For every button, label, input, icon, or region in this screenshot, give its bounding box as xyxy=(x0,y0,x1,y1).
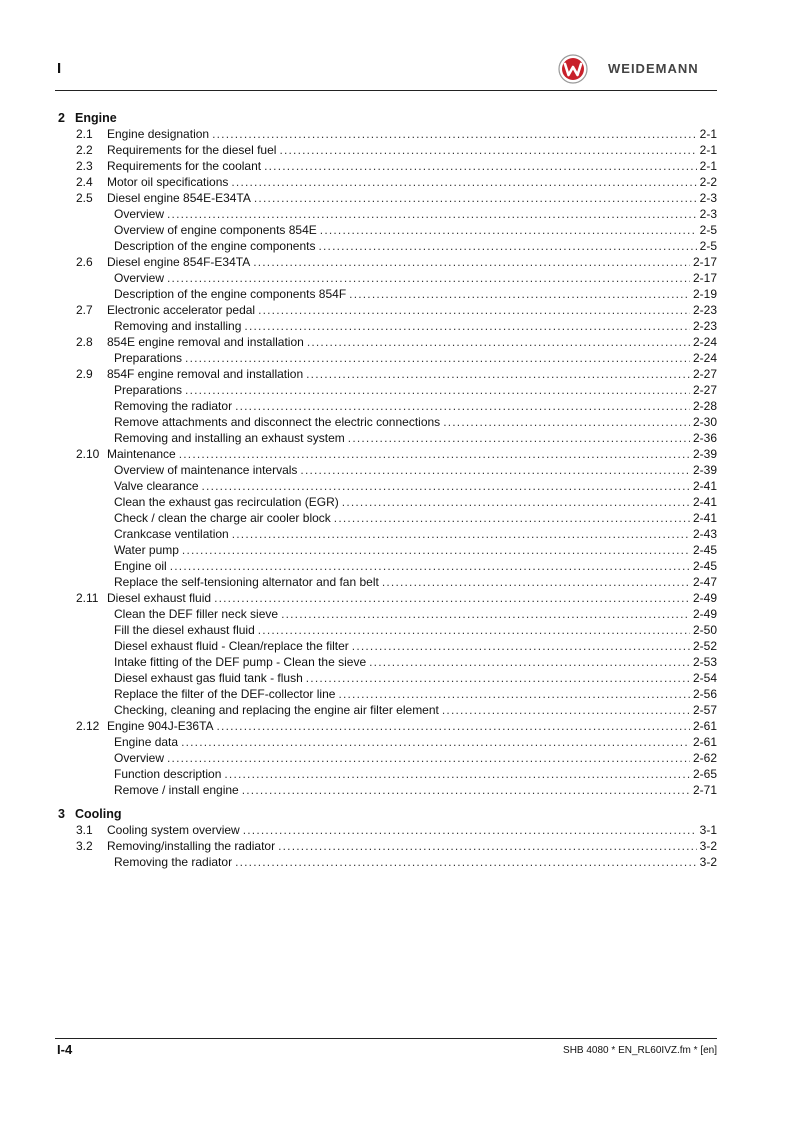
entry-title: Water pump xyxy=(114,543,179,557)
entry-page: 2-45 xyxy=(692,559,717,573)
entry-page: 3-2 xyxy=(699,855,717,869)
dot-leader xyxy=(300,462,690,478)
entry-title: Intake fitting of the DEF pump - Clean the sieve xyxy=(114,655,367,669)
entry-title: Fill the diesel exhaust fluid xyxy=(114,623,255,637)
toc-entry[interactable] xyxy=(0,686,794,702)
entry-page: 2-41 xyxy=(692,511,717,525)
entry-leader-line xyxy=(114,286,717,302)
entry-title: Maintenance xyxy=(107,447,176,461)
toc-entry[interactable] xyxy=(0,822,794,838)
entry-leader-line xyxy=(107,838,717,854)
toc-entry[interactable] xyxy=(0,350,794,366)
toc-entry[interactable] xyxy=(0,446,794,462)
entry-number: 2.7 xyxy=(76,303,93,317)
entry-title: Motor oil specifications xyxy=(107,175,229,189)
section-title: Cooling xyxy=(75,807,122,821)
entry-page: 2-57 xyxy=(692,703,717,717)
entry-number: 2.6 xyxy=(76,255,93,269)
entry-page: 2-36 xyxy=(692,431,717,445)
dot-leader xyxy=(306,670,690,686)
entry-title: Engine data xyxy=(114,735,179,749)
toc-entry[interactable] xyxy=(0,606,794,622)
dot-leader xyxy=(369,654,690,670)
entry-number: 3.2 xyxy=(76,839,93,853)
toc-entry[interactable] xyxy=(0,494,794,510)
entry-title: Diesel exhaust fluid xyxy=(107,591,212,605)
entry-title: Valve clearance xyxy=(114,479,199,493)
entry-number: 3.1 xyxy=(76,823,93,837)
dot-leader xyxy=(348,430,690,446)
entry-leader-line xyxy=(107,718,717,734)
entry-leader-line xyxy=(114,398,717,414)
entry-leader-line xyxy=(114,462,717,478)
entry-number: 2.11 xyxy=(76,591,99,605)
toc-entry[interactable] xyxy=(0,302,794,318)
entry-number: 2.3 xyxy=(76,159,93,173)
toc-entry[interactable] xyxy=(0,478,794,494)
toc-entry[interactable] xyxy=(0,766,794,782)
entry-page: 2-5 xyxy=(699,223,717,237)
toc-entry[interactable] xyxy=(0,750,794,766)
table-of-contents xyxy=(0,110,794,870)
dot-leader xyxy=(244,318,690,334)
entry-page: 2-3 xyxy=(699,207,717,221)
toc-entry[interactable] xyxy=(0,838,794,854)
dot-leader xyxy=(279,142,696,158)
dot-leader xyxy=(182,542,690,558)
toc-entry[interactable] xyxy=(0,430,794,446)
toc-entry[interactable] xyxy=(0,238,794,254)
entry-title: Engine designation xyxy=(107,127,210,141)
entry-title: Engine oil xyxy=(114,559,167,573)
entry-leader-line xyxy=(114,222,717,238)
entry-number: 2.4 xyxy=(76,175,93,189)
entry-page: 2-50 xyxy=(692,623,717,637)
toc-entry[interactable] xyxy=(0,558,794,574)
dot-leader xyxy=(232,526,690,542)
section-number: 3 xyxy=(58,807,65,821)
entry-title: Engine 904J-E36TA xyxy=(107,719,214,733)
toc-entry[interactable] xyxy=(0,366,794,382)
toc-entry[interactable] xyxy=(0,382,794,398)
entry-title: Removing/installing the radiator xyxy=(107,839,276,853)
entry-leader-line xyxy=(114,782,717,798)
dot-leader xyxy=(243,822,697,838)
entry-number: 2.10 xyxy=(76,447,100,461)
entry-page: 2-53 xyxy=(692,655,717,669)
dot-leader xyxy=(306,366,690,382)
entry-page: 2-41 xyxy=(692,479,717,493)
dot-leader xyxy=(185,382,690,398)
entry-title: Removing and installing xyxy=(114,319,242,333)
entry-title: Replace the filter of the DEF-collector line xyxy=(114,687,336,701)
entry-page: 2-1 xyxy=(699,127,717,141)
toc-entry[interactable] xyxy=(0,190,794,206)
entry-page: 2-49 xyxy=(692,591,717,605)
entry-leader-line xyxy=(107,190,717,206)
toc-entry[interactable] xyxy=(0,414,794,430)
entry-title: Diesel engine 854E-E34TA xyxy=(107,191,251,205)
entry-page: 2-54 xyxy=(692,671,717,685)
toc-entry[interactable] xyxy=(0,854,794,870)
dot-leader xyxy=(167,750,690,766)
entry-leader-line xyxy=(114,238,717,254)
toc-entry[interactable] xyxy=(0,318,794,334)
entry-title: Requirements for the coolant xyxy=(107,159,262,173)
entry-title: Overview xyxy=(114,207,165,221)
entry-leader-line xyxy=(107,302,717,318)
entry-leader-line xyxy=(114,686,717,702)
dot-leader xyxy=(338,686,690,702)
dot-leader xyxy=(442,702,690,718)
toc-entry[interactable] xyxy=(0,158,794,174)
entry-number: 2.1 xyxy=(76,127,93,141)
dot-leader xyxy=(264,158,697,174)
dot-leader xyxy=(318,238,696,254)
section-title: Engine xyxy=(75,111,117,125)
entry-title: Preparations xyxy=(114,351,183,365)
entry-page: 2-71 xyxy=(692,783,717,797)
entry-leader-line xyxy=(114,734,717,750)
entry-number: 2.5 xyxy=(76,191,93,205)
dot-leader xyxy=(253,254,690,270)
entry-page: 2-56 xyxy=(692,687,717,701)
toc-entry[interactable] xyxy=(0,574,794,590)
entry-leader-line xyxy=(114,510,717,526)
entry-title: Overview of engine components 854E xyxy=(114,223,317,237)
entry-title: Diesel exhaust fluid - Clean/replace the filter xyxy=(114,639,349,653)
brand-name: WEIDEMANN xyxy=(608,61,699,76)
entry-title: Removing and installing an exhaust system xyxy=(114,431,345,445)
dot-leader xyxy=(281,606,690,622)
entry-leader-line xyxy=(107,366,717,382)
toc-entry[interactable] xyxy=(0,542,794,558)
entry-leader-line xyxy=(114,494,717,510)
entry-title: Function description xyxy=(114,767,222,781)
entry-page: 2-61 xyxy=(692,719,717,733)
toc-entry[interactable] xyxy=(0,782,794,798)
dot-leader xyxy=(235,398,690,414)
dot-leader xyxy=(443,414,690,430)
toc-entry[interactable] xyxy=(0,398,794,414)
entry-title: Remove / install engine xyxy=(114,783,239,797)
entry-number: 2.12 xyxy=(76,719,100,733)
entry-leader-line xyxy=(107,174,717,190)
entry-leader-line xyxy=(114,606,717,622)
entry-leader-line xyxy=(107,254,717,270)
entry-page: 2-23 xyxy=(692,303,717,317)
entry-leader-line xyxy=(107,126,717,142)
entry-page: 2-17 xyxy=(692,255,717,269)
dot-leader xyxy=(179,446,690,462)
entry-leader-line xyxy=(114,206,717,222)
entry-page: 2-27 xyxy=(692,367,717,381)
entry-leader-line xyxy=(114,542,717,558)
entry-page: 2-3 xyxy=(699,191,717,205)
entry-title: Removing the radiator xyxy=(114,855,233,869)
entry-leader-line xyxy=(114,478,717,494)
toc-entry[interactable] xyxy=(0,206,794,222)
entry-leader-line xyxy=(114,430,717,446)
toc-entry[interactable] xyxy=(0,670,794,686)
section-heading[interactable] xyxy=(0,806,794,822)
dot-leader xyxy=(167,206,697,222)
dot-leader xyxy=(242,782,690,798)
dot-leader xyxy=(212,126,697,142)
entry-leader-line xyxy=(114,270,717,286)
entry-leader-line xyxy=(114,622,717,638)
dot-leader xyxy=(352,638,690,654)
footer-rule xyxy=(55,1038,717,1039)
entry-page: 2-61 xyxy=(692,735,717,749)
toc-entry[interactable] xyxy=(0,654,794,670)
entry-leader-line xyxy=(114,638,717,654)
entry-page: 3-2 xyxy=(699,839,717,853)
entry-title: Overview xyxy=(114,751,165,765)
dot-leader xyxy=(235,854,697,870)
toc-entry[interactable] xyxy=(0,334,794,350)
page-number: I-4 xyxy=(57,1042,73,1057)
toc-entry[interactable] xyxy=(0,702,794,718)
dot-leader xyxy=(181,734,690,750)
entry-title: Electronic accelerator pedal xyxy=(107,303,256,317)
dot-leader xyxy=(217,718,690,734)
toc-entry[interactable] xyxy=(0,718,794,734)
entry-leader-line xyxy=(107,334,717,350)
entry-title: Overview of maintenance intervals xyxy=(114,463,298,477)
entry-leader-line xyxy=(114,654,717,670)
weidemann-logo xyxy=(558,54,718,84)
entry-title: Description of the engine components xyxy=(114,239,316,253)
entry-page: 2-47 xyxy=(692,575,717,589)
toc-entry[interactable] xyxy=(0,286,794,302)
section-heading[interactable] xyxy=(0,110,794,126)
toc-entry[interactable] xyxy=(0,126,794,142)
toc-entry[interactable] xyxy=(0,142,794,158)
entry-title: Crankcase ventilation xyxy=(114,527,229,541)
dot-leader xyxy=(258,302,690,318)
entry-title: Preparations xyxy=(114,383,183,397)
dot-leader xyxy=(202,478,690,494)
toc-entry[interactable] xyxy=(0,526,794,542)
entry-leader-line xyxy=(114,526,717,542)
entry-page: 2-39 xyxy=(692,447,717,461)
entry-page: 2-45 xyxy=(692,543,717,557)
entry-leader-line xyxy=(114,318,717,334)
entry-title: Check / clean the charge air cooler block xyxy=(114,511,331,525)
entry-leader-line xyxy=(107,158,717,174)
entry-page: 2-17 xyxy=(692,271,717,285)
entry-page: 2-5 xyxy=(699,239,717,253)
entry-leader-line xyxy=(114,670,717,686)
dot-leader xyxy=(231,174,696,190)
entry-title: Requirements for the diesel fuel xyxy=(107,143,277,157)
toc-section xyxy=(0,806,794,870)
entry-number: 2.8 xyxy=(76,335,93,349)
dot-leader xyxy=(258,622,690,638)
entry-page: 2-19 xyxy=(692,287,717,301)
entry-leader-line xyxy=(114,766,717,782)
entry-leader-line xyxy=(107,142,717,158)
entry-title: Clean the DEF filler neck sieve xyxy=(114,607,279,621)
dot-leader xyxy=(342,494,690,510)
toc-entry[interactable] xyxy=(0,590,794,606)
entry-page: 2-1 xyxy=(699,143,717,157)
entry-title: 854E engine removal and installation xyxy=(107,335,304,349)
entry-title: Diesel engine 854F-E34TA xyxy=(107,255,251,269)
header-rule xyxy=(55,90,717,91)
entry-leader-line xyxy=(107,590,717,606)
toc-entry[interactable] xyxy=(0,462,794,478)
dot-leader xyxy=(170,558,690,574)
dot-leader xyxy=(334,510,690,526)
entry-page: 2-24 xyxy=(692,335,717,349)
dot-leader xyxy=(185,350,690,366)
weidemann-logo-icon xyxy=(558,54,588,84)
entry-leader-line xyxy=(114,854,717,870)
section-number: 2 xyxy=(58,111,65,125)
toc-entry[interactable] xyxy=(0,638,794,654)
entry-title: 854F engine removal and installation xyxy=(107,367,304,381)
dot-leader xyxy=(254,190,697,206)
entry-page: 2-49 xyxy=(692,607,717,621)
dot-leader xyxy=(349,286,690,302)
entry-leader-line xyxy=(114,414,717,430)
dot-leader xyxy=(224,766,690,782)
document-reference: SHB 4080 * EN_RL60IVZ.fm * [en] xyxy=(563,1045,717,1056)
dot-leader xyxy=(167,270,690,286)
entry-page: 2-52 xyxy=(692,639,717,653)
entry-title: Overview xyxy=(114,271,165,285)
entry-page: 2-65 xyxy=(692,767,717,781)
entry-page: 2-43 xyxy=(692,527,717,541)
entry-page: 2-62 xyxy=(692,751,717,765)
entry-page: 2-41 xyxy=(692,495,717,509)
entry-title: Clean the exhaust gas recirculation (EGR) xyxy=(114,495,339,509)
dot-leader xyxy=(307,334,690,350)
entry-title: Removing the radiator xyxy=(114,399,233,413)
entry-leader-line xyxy=(114,382,717,398)
entry-page: 2-2 xyxy=(699,175,717,189)
toc-entry[interactable] xyxy=(0,174,794,190)
entry-page: 2-24 xyxy=(692,351,717,365)
entry-number: 2.9 xyxy=(76,367,93,381)
toc-entry[interactable] xyxy=(0,510,794,526)
dot-leader xyxy=(382,574,690,590)
entry-page: 2-39 xyxy=(692,463,717,477)
dot-leader xyxy=(214,590,690,606)
entry-page: 2-23 xyxy=(692,319,717,333)
toc-entry[interactable] xyxy=(0,270,794,286)
entry-title: Replace the self-tensioning alternator and fan belt xyxy=(114,575,379,589)
entry-page: 2-27 xyxy=(692,383,717,397)
entry-leader-line xyxy=(114,558,717,574)
dot-leader xyxy=(278,838,697,854)
entry-leader-line xyxy=(107,822,717,838)
entry-leader-line xyxy=(107,446,717,462)
entry-page: 2-1 xyxy=(699,159,717,173)
entry-page: 2-28 xyxy=(692,399,717,413)
entry-leader-line xyxy=(114,574,717,590)
toc-section xyxy=(0,110,794,798)
toc-entry[interactable] xyxy=(0,734,794,750)
entry-page: 2-30 xyxy=(692,415,717,429)
entry-title: Checking, cleaning and replacing the engine air filter element xyxy=(114,703,439,717)
entry-leader-line xyxy=(114,702,717,718)
section-marker: I xyxy=(57,60,62,77)
entry-title: Remove attachments and disconnect the electric connections xyxy=(114,415,441,429)
dot-leader xyxy=(320,222,697,238)
toc-entry[interactable] xyxy=(0,254,794,270)
entry-title: Diesel exhaust gas fluid tank - flush xyxy=(114,671,303,685)
entry-title: Description of the engine components 854F xyxy=(114,287,347,301)
entry-page: 3-1 xyxy=(699,823,717,837)
entry-leader-line xyxy=(114,750,717,766)
entry-number: 2.2 xyxy=(76,143,93,157)
entry-leader-line xyxy=(114,350,717,366)
toc-entry[interactable] xyxy=(0,222,794,238)
toc-entry[interactable] xyxy=(0,622,794,638)
entry-title: Cooling system overview xyxy=(107,823,240,837)
